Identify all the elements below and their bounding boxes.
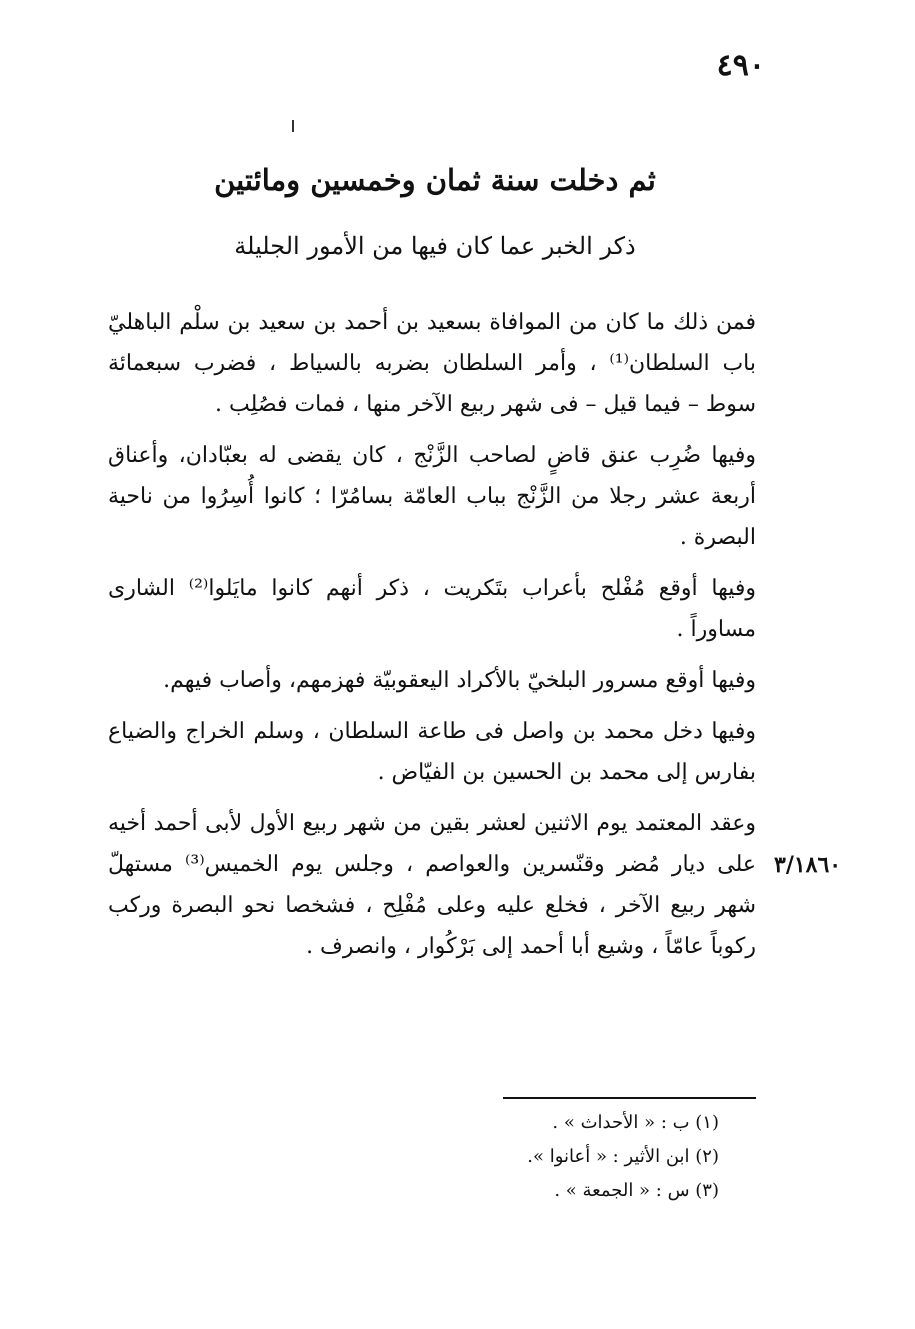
paragraph-3: وفيها أوقع مُفْلح بأعراب بتَكريت ، ذكر أنهم كانوا مايَلوا⁽²⁾ الشارى مساوراً . (108, 576, 756, 642)
paragraph-2: وفيها ضُرِب عنق قاضٍ لصاحب الزَّنْج ، كان يقضى له بعبّادان، وأعناق أربعة عشر رجلا من الزَّنْج بباب العامّة بسامُرّا ؛ كانوا أُسِرُوا من ناحية البصرة . (108, 443, 756, 550)
margin-tick-mark (292, 120, 294, 132)
margin-reference: ٣/١٨٦٠ (774, 852, 842, 878)
footnote-1: (١) ب : « الأحداث » . (552, 1112, 719, 1133)
footnote-divider (503, 1097, 756, 1099)
chapter-subtitle: ذكر الخبر عما كان فيها من الأمور الجليلة (234, 232, 636, 260)
paragraph-6: وعقد المعتمد يوم الاثنين لعشر بقين من شهر ربيع الأول لأبى أحمد أخيه على ديار مُضر وقنّسرين والعواصم ، وجلس يوم الخميس⁽³⁾ مستهلّ شهر ربيع الآخر ، فخلع عليه وعلى مُفْلِح ، فشخصا نحو البصرة وركب ركوباً عامّاً ، وشيع أبا أحمد إلى بَرْكُوار ، وانصرف . (108, 811, 756, 959)
chapter-title: ثم دخلت سنة ثمان وخمسين ومائتين (214, 163, 656, 197)
footnotes (419, 1106, 719, 1208)
body-text (108, 302, 756, 977)
paragraph-1: فمن ذلك ما كان من الموافاة بسعيد بن أحمد بن سعيد بن سلْم الباهليّ باب السلطان⁽¹⁾ ، وأمر السلطان بضربه بالسياط ، فضرب سبعمائة سوط – فيما قيل – فى شهر ربيع الآخر منها ، فمات فصُلِب . (108, 310, 756, 417)
paragraph-5: وفيها دخل محمد بن واصل فى طاعة السلطان ، وسلم الخراج والضياع بفارس إلى محمد بن الحسين بن الفيّاض . (108, 719, 756, 785)
footnote-3: (٣) س : « الجمعة » . (554, 1180, 719, 1201)
footnote-2: (٢) ابن الأثير : « أعانوا ». (527, 1146, 719, 1167)
page-number: ٤٩٠ (716, 48, 765, 83)
paragraph-4: وفيها أوقع مسرور البلخيّ بالأكراد اليعقوبيّة فهزمهم، وأصاب فيهم. (163, 668, 756, 693)
